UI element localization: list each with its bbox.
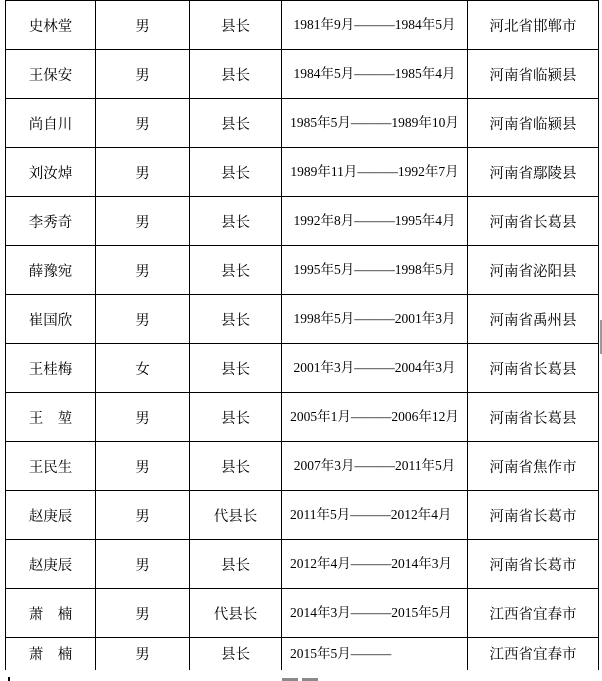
position-cell: 县长 [190, 50, 282, 99]
table-row [6, 638, 599, 670]
origin-cell: 河南省泌阳县 [468, 246, 599, 295]
position-cell: 县长 [190, 148, 282, 197]
term-cell: 2001年3月———2004年3月 [282, 344, 468, 393]
origin-cell: 江西省宜春市 [468, 638, 599, 670]
origin-cell: 河南省焦作市 [468, 442, 599, 491]
name-cell: 崔国欣 [6, 295, 96, 344]
term-cell: 2012年4月———2014年3月 [282, 540, 468, 589]
term-cell: 1985年5月———1989年10月 [282, 99, 468, 148]
position-cell: 代县长 [190, 491, 282, 540]
gender-cell: 男 [96, 540, 190, 589]
name-cell: 李秀奇 [6, 197, 96, 246]
term-cell: 1995年5月———1998年5月 [282, 246, 468, 295]
origin-cell: 河北省邯郸市 [468, 1, 599, 50]
term-cell: 1989年11月———1992年7月 [282, 148, 468, 197]
gender-cell: 男 [96, 491, 190, 540]
table-row [6, 50, 599, 99]
gender-cell: 男 [96, 50, 190, 99]
gender-cell: 男 [96, 442, 190, 491]
term-cell: 2014年3月———2015年5月 [282, 589, 468, 638]
origin-cell: 河南省长葛市 [468, 491, 599, 540]
county-heads-table-wrapper [5, 0, 598, 670]
name-cell: 赵庚辰 [6, 491, 96, 540]
term-cell: 2005年1月———2006年12月 [282, 393, 468, 442]
term-cell: 1984年5月———1985年4月 [282, 50, 468, 99]
table-row [6, 1, 599, 50]
term-cell: 2015年5月——— [282, 638, 468, 670]
position-cell: 县长 [190, 638, 282, 670]
term-cell: 1992年8月———1995年4月 [282, 197, 468, 246]
gender-cell: 男 [96, 638, 190, 670]
origin-cell: 河南省禹州县 [468, 295, 599, 344]
name-cell: 尚自川 [6, 99, 96, 148]
origin-cell: 河南省鄢陵县 [468, 148, 599, 197]
origin-cell: 河南省临颍县 [468, 50, 599, 99]
origin-cell: 河南省长葛县 [468, 344, 599, 393]
position-cell: 代县长 [190, 589, 282, 638]
gender-cell: 男 [96, 246, 190, 295]
position-cell: 县长 [190, 1, 282, 50]
position-cell: 县长 [190, 540, 282, 589]
gender-cell: 男 [96, 589, 190, 638]
origin-cell: 河南省长葛市 [468, 540, 599, 589]
table-row [6, 589, 599, 638]
name-cell: 史林堂 [6, 1, 96, 50]
term-cell: 2011年5月———2012年4月 [282, 491, 468, 540]
position-cell: 县长 [190, 99, 282, 148]
table-row [6, 540, 599, 589]
table-row [6, 491, 599, 540]
gender-cell: 男 [96, 393, 190, 442]
cursor-mark [8, 677, 10, 681]
position-cell: 县长 [190, 344, 282, 393]
table-row [6, 295, 599, 344]
name-cell: 王民生 [6, 442, 96, 491]
position-cell: 县长 [190, 197, 282, 246]
gender-cell: 男 [96, 197, 190, 246]
name-cell: 萧 楠 [6, 589, 96, 638]
origin-cell: 河南省长葛县 [468, 197, 599, 246]
position-cell: 县长 [190, 442, 282, 491]
table-row [6, 246, 599, 295]
gender-cell: 男 [96, 148, 190, 197]
gender-cell: 男 [96, 295, 190, 344]
table-row [6, 148, 599, 197]
table-row [6, 197, 599, 246]
name-cell: 王保安 [6, 50, 96, 99]
position-cell: 县长 [190, 295, 282, 344]
position-cell: 县长 [190, 393, 282, 442]
gender-cell: 男 [96, 1, 190, 50]
table-row [6, 393, 599, 442]
name-cell: 刘汝焯 [6, 148, 96, 197]
county-heads-table [5, 0, 599, 670]
name-cell: 王 堃 [6, 393, 96, 442]
term-cell: 1981年9月———1984年5月 [282, 1, 468, 50]
term-cell: 2007年3月———2011年5月 [282, 442, 468, 491]
origin-cell: 河南省长葛县 [468, 393, 599, 442]
name-cell: 萧 楠 [6, 638, 96, 670]
table-row [6, 344, 599, 393]
name-cell: 王桂梅 [6, 344, 96, 393]
table-row [6, 99, 599, 148]
name-cell: 赵庚辰 [6, 540, 96, 589]
origin-cell: 江西省宜春市 [468, 589, 599, 638]
origin-cell: 河南省临颍县 [468, 99, 599, 148]
gender-cell: 男 [96, 99, 190, 148]
gender-cell: 女 [96, 344, 190, 393]
term-cell: 1998年5月———2001年3月 [282, 295, 468, 344]
position-cell: 县长 [190, 246, 282, 295]
table-row [6, 442, 599, 491]
name-cell: 薛豫宛 [6, 246, 96, 295]
